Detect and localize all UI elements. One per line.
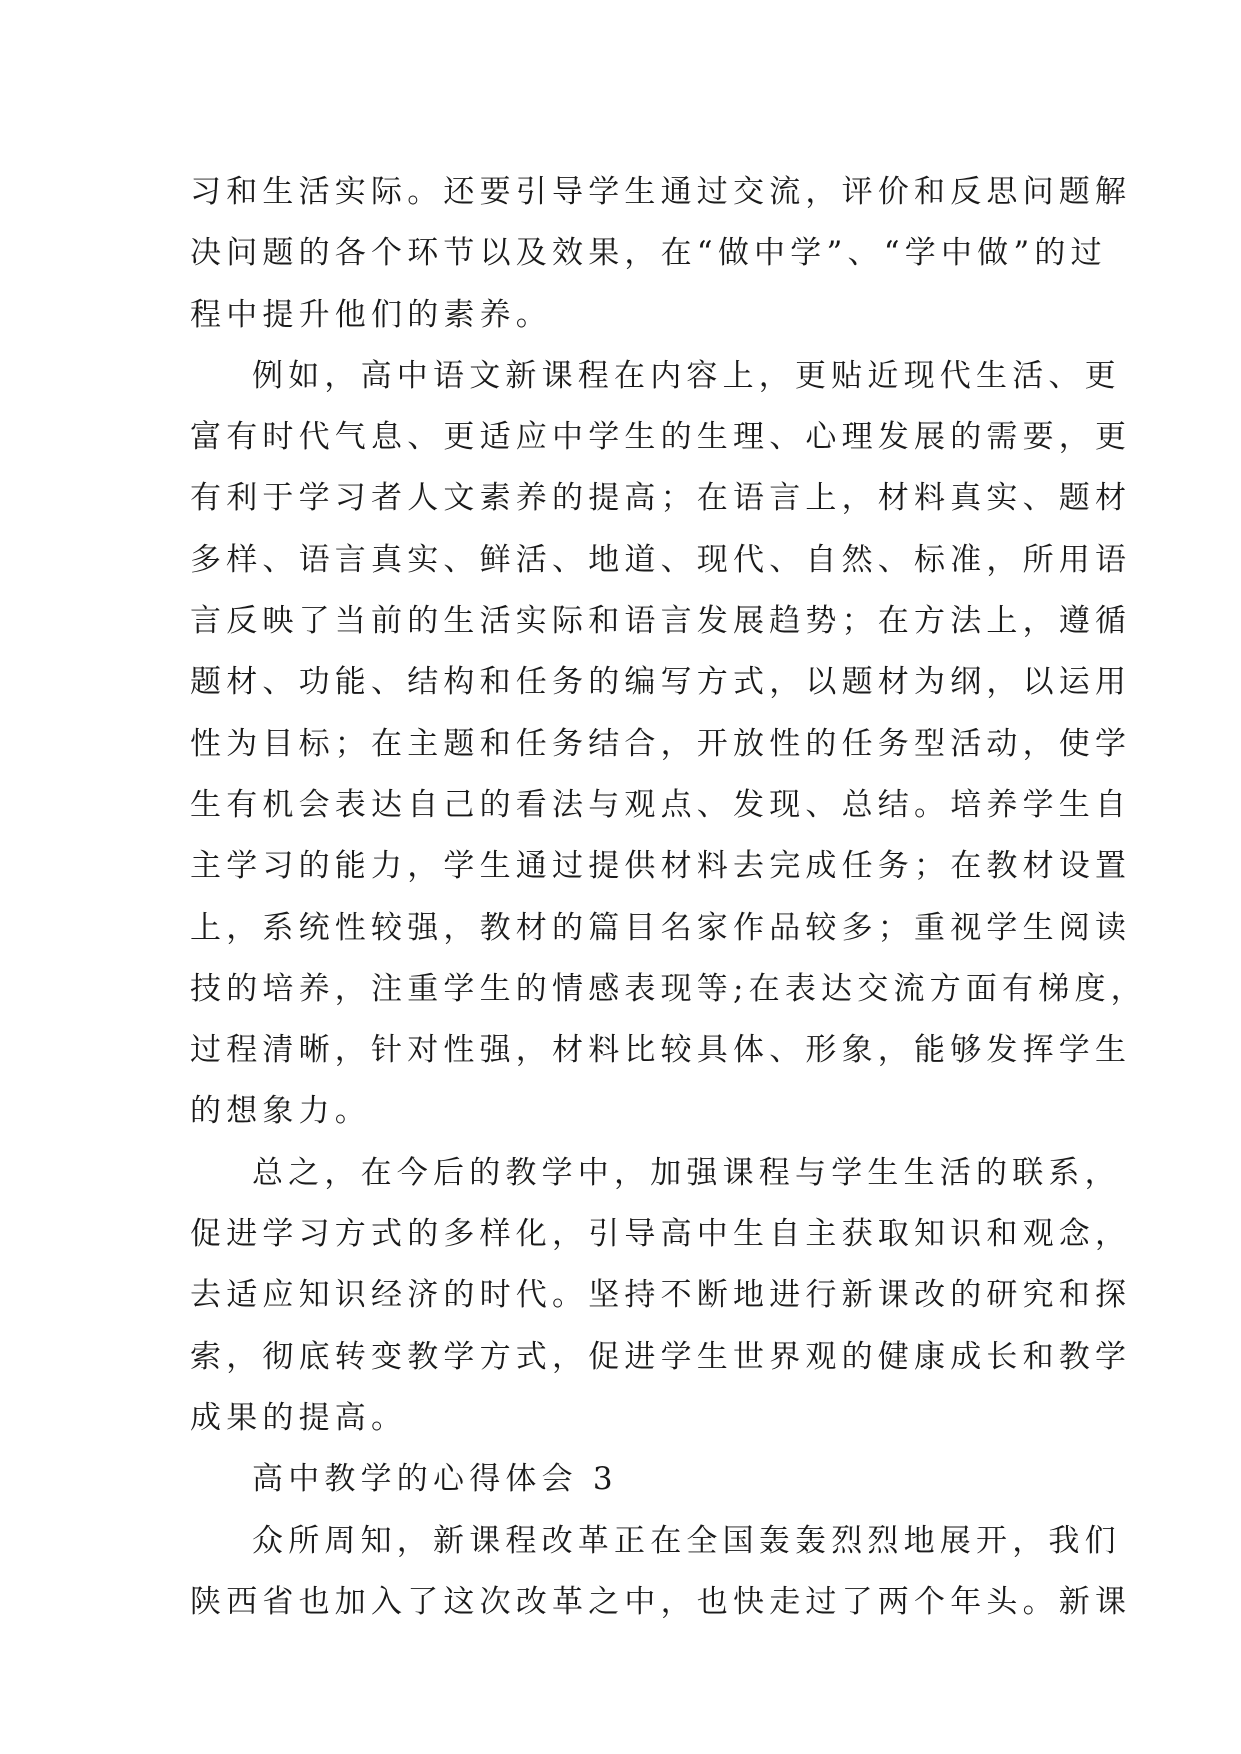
text-line: 索，彻底转变教学方式，促进学生世界观的健康成长和教学 <box>190 1338 1132 1375</box>
text-line: 的想象力。 <box>190 1093 371 1130</box>
text-line: 众所周知，新课程改革正在全国轰轰烈烈地展开，我们 <box>252 1522 1121 1559</box>
text-line: 去适应知识经济的时代。坚持不断地进行新课改的研究和探 <box>190 1277 1132 1314</box>
text-line: 成果的提高。 <box>190 1399 408 1436</box>
heading-line: 高中教学的心得体会 3 <box>252 1461 618 1498</box>
paragraph <box>190 1511 1132 1634</box>
section-heading <box>190 1449 1054 1510</box>
paragraph <box>190 346 1147 1143</box>
text-line: 主学习的能力，学生通过提供材料去完成任务；在教材设置 <box>190 848 1132 885</box>
text-line: 程中提升他们的素养。 <box>190 296 552 333</box>
text-line: 习和生活实际。还要引导学生通过交流，评价和反思问题解 <box>190 174 1132 210</box>
text-line: 陕西省也加入了这次改革之中，也快走过了两个年头。新课 <box>190 1583 1132 1620</box>
text-line: 题材、功能、结构和任务的编写方式，以题材为纲，以运用 <box>190 664 1132 701</box>
text-line: 促进学习方式的多样化，引导高中生自主获取知识和观念， <box>190 1216 1132 1253</box>
document-body <box>190 162 1147 1633</box>
text-line: 上，系统性较强，教材的篇目名家作品较多；重视学生阅读 <box>190 909 1132 946</box>
text-line: 决问题的各个环节以及效果，在“做中学”、“学中做”的过 <box>190 235 1107 272</box>
paragraph <box>190 1143 1132 1449</box>
text-line: 生有机会表达自己的看法与观点、发现、总结。培养学生自 <box>190 786 1132 823</box>
text-line: 总之，在今后的教学中，加强课程与学生生活的联系， <box>252 1154 1121 1191</box>
text-line: 有利于学习者人文素养的提高；在语言上，材料真实、题材 <box>190 480 1132 517</box>
paragraph <box>190 162 1132 346</box>
text-line: 富有时代气息、更适应中学生的生理、心理发展的需要，更 <box>190 419 1132 456</box>
text-line: 过程清晰，针对性强，材料比较具体、形象，能够发挥学生 <box>190 1032 1132 1069</box>
text-line: 性为目标；在主题和任务结合，开放性的任务型活动，使学 <box>190 725 1132 762</box>
text-line: 技的培养，注重学生的情感表现等;在表达交流方面有梯度， <box>190 970 1147 1007</box>
text-line: 例如，高中语文新课程在内容上，更贴近现代生活、更 <box>252 357 1121 394</box>
text-line: 多样、语言真实、鲜活、地道、现代、自然、标准，所用语 <box>190 541 1132 578</box>
text-line: 言反映了当前的生活实际和语言发展趋势；在方法上，遵循 <box>190 603 1132 640</box>
